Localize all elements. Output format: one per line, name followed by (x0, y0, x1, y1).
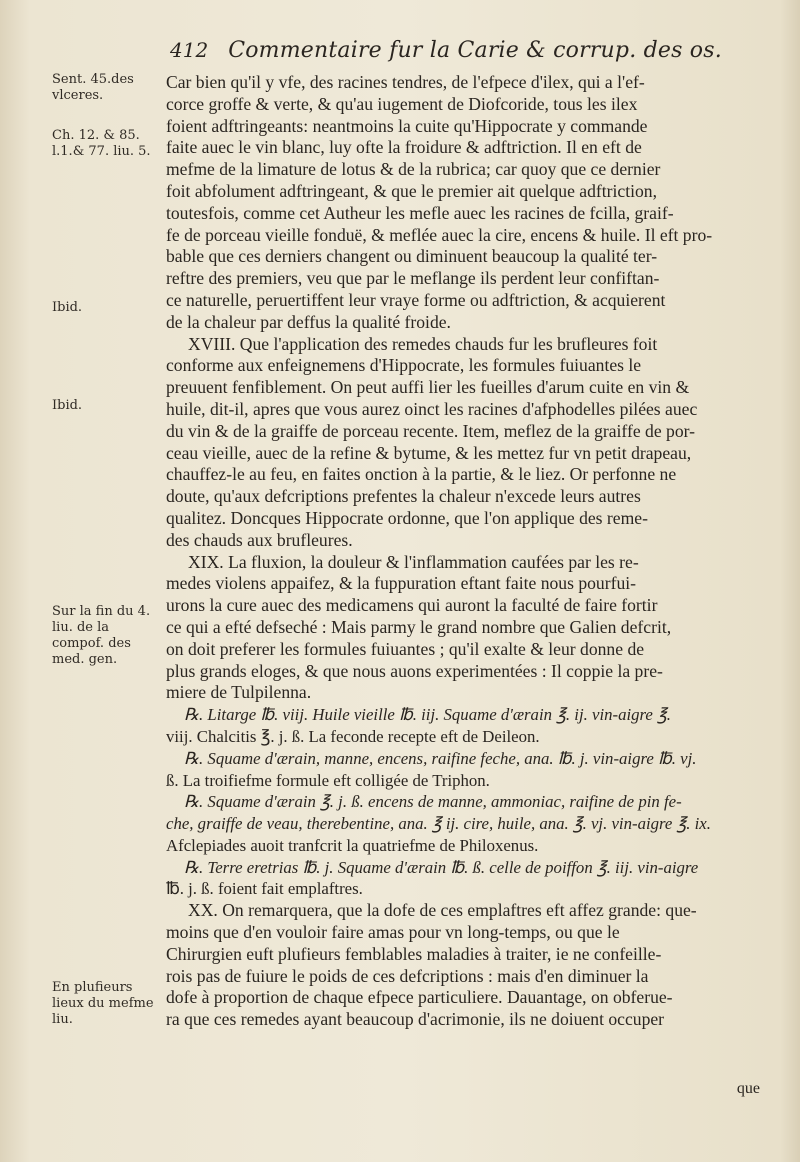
recipe-line: ß. La troifiefme formule eft colligée de Triphon. (166, 770, 490, 790)
margin-note: Sent. 45.des vlceres. (52, 72, 134, 103)
text-line: Chirurgien euft plufieurs femblables maladies à traiter, ie ne confeille- (166, 943, 662, 964)
text-line: ra que ces remedes ayant beaucoup d'acrimonie, ils ne doiuent occuper (166, 1009, 665, 1030)
running-head: Commentaire fur la Carie & corrup. des os. (228, 38, 722, 63)
text-line: toutesfois, comme cet Autheur les mefle auec les racines de fcilla, graif- (166, 202, 674, 223)
text-line: rois pas de fuiure le poids de ces defcriptions : mais d'en diminuer la (166, 965, 649, 986)
recipe-line: che, graiffe de veau, therebentine, ana. ℥ ij. cire, huile, ana. ℥. vj. vin-aigre ℥. ix. (166, 814, 711, 834)
text-line: plus grands eloges, & que nous auons experimentées : Il coppie la pre- (166, 660, 663, 681)
margin-note: Ibid. (52, 300, 83, 315)
recipe-line: viij. Chalcitis ℥. j. ß. La feconde recepte eft de Deileon. (166, 726, 540, 746)
text-line: ceau vieille, auec de la refine & bytume, & les mettez fur vn petit drapeau, (166, 442, 692, 463)
text-line: des chauds aux brufleures. (166, 529, 353, 550)
text-line: preuuent fenfiblement. On peut auffi lier les fueilles d'arum cuite en vin & (166, 377, 690, 398)
section-start-line: XIX. La fluxion, la douleur & l'inflammation caufées par les re- (188, 551, 639, 572)
recipe-line: ℞. Terre eretrias ℔. j. Squame d'ærain ℔. ß. celle de poiffon ℥. iij. vin-aigre (184, 857, 699, 877)
text-line: du vin & de la graiffe de porceau recente. Item, meflez de la graiffe de por- (166, 420, 695, 441)
margin-note: Sur la fin du 4. liu. de la compof. des med. gen. (52, 604, 151, 667)
text-line: fe de porceau vieille fonduë, & meflée auec la cire, encens & huile. Il eft pro- (166, 224, 713, 245)
recipe-line: Afclepiades auoit tranfcrit la quatriefme de Philoxenus. (166, 835, 539, 855)
text-line: chauffez-le au feu, en faites onction à la partie, & le liez. Or perfonne ne (166, 464, 677, 485)
text-line: moins que d'en vouloir faire amas pour vn long-temps, ou que le (166, 922, 620, 943)
text-line: bable que ces derniers changent ou diminuent beaucoup la qualité ter- (166, 246, 658, 267)
text-line: foient adftringeants: neantmoins la cuite qu'Hippocrate y commande (166, 115, 648, 136)
page-number: 412 (170, 38, 209, 62)
text-line: ce naturelle, peruertiffent leur vraye forme ou adftriction, & acquierent (166, 289, 666, 310)
text-line: foit abfolument adftringeant, & que le premier ait quelque adftriction, (166, 180, 657, 201)
text-line: urons la cure auec des medicamens qui auront la faculté de faire fortir (166, 595, 658, 616)
recipe-line: ℞. Litarge ℔. viij. Huile vieille ℔. iij. Squame d'ærain ℥. ij. vin-aigre ℥. (184, 705, 671, 725)
catchword: que (736, 1080, 760, 1097)
text-line: faite auec le vin blanc, luy ofte la froidure & adftriction. Il en eft de (166, 137, 642, 158)
page-header (170, 38, 760, 68)
text-line: miere de Tulpilenna. (166, 682, 312, 703)
text-line: dofe à proportion de chaque efpece particuliere. Dauantage, on obferue- (166, 987, 673, 1008)
text-line: medes violens appaifez, & la fuppuration eftant faite nous pourfui- (166, 573, 636, 594)
text-line: doute, qu'aux defcriptions prefentes la chaleur n'excede leurs autres (166, 486, 641, 507)
margin-note: En plufieurs lieux du mefme liu. (52, 980, 154, 1027)
text-line: ce qui a efté defseché : Mais parmy le grand nombre que Galien defcrit, (166, 616, 672, 637)
text-line: corce groffe & verte, & qu'au iugement de Diofcoride, tous les ilex (166, 93, 638, 114)
body-text (166, 72, 766, 1031)
text-line: on doit preferer les formules fuiuantes ; qu'il exalte & leur donne de (166, 638, 645, 659)
section-start-line: XX. On remarquera, que la dofe de ces emplaftres eft affez grande: que- (188, 900, 697, 921)
margin-note: Ibid. (52, 398, 83, 413)
text-line: qualitez. Doncques Hippocrate ordonne, que l'on applique des reme- (166, 507, 648, 528)
text-line: reftre des premiers, veu que par le meflange ils perdent leur confiftan- (166, 268, 660, 289)
recipe-line: ℞. Squame d'ærain ℥. j. ß. encens de manne, ammoniac, raifine de pin fe- (184, 792, 682, 812)
text-line: de la chaleur par deffus la qualité froide. (166, 311, 451, 332)
recipe-line: ℔. j. ß. foient fait emplaftres. (166, 879, 363, 899)
section-start-line: XVIII. Que l'application des remedes chauds fur les brufleures foit (188, 333, 658, 354)
margin-note: Ch. 12. & 85. l.1.& 77. liu. 5. (52, 128, 151, 159)
recipe-line: ℞. Squame d'ærain, manne, encens, raifine feche, ana. ℔. j. vin-aigre ℔. vj. (184, 748, 697, 768)
text-line: Car bien qu'il y vfe, des racines tendres, de l'efpece d'ilex, qui a l'ef- (166, 72, 645, 92)
text-line: mefme de la limature de lotus & de la rubrica; car quoy que ce dernier (166, 159, 661, 180)
text-line: huile, dit-il, apres que vous aurez oinct les racines d'afphodelles pilées auec (166, 398, 698, 419)
text-line: conforme aux enfeignemens d'Hippocrate, les formules fuiuantes le (166, 355, 642, 376)
